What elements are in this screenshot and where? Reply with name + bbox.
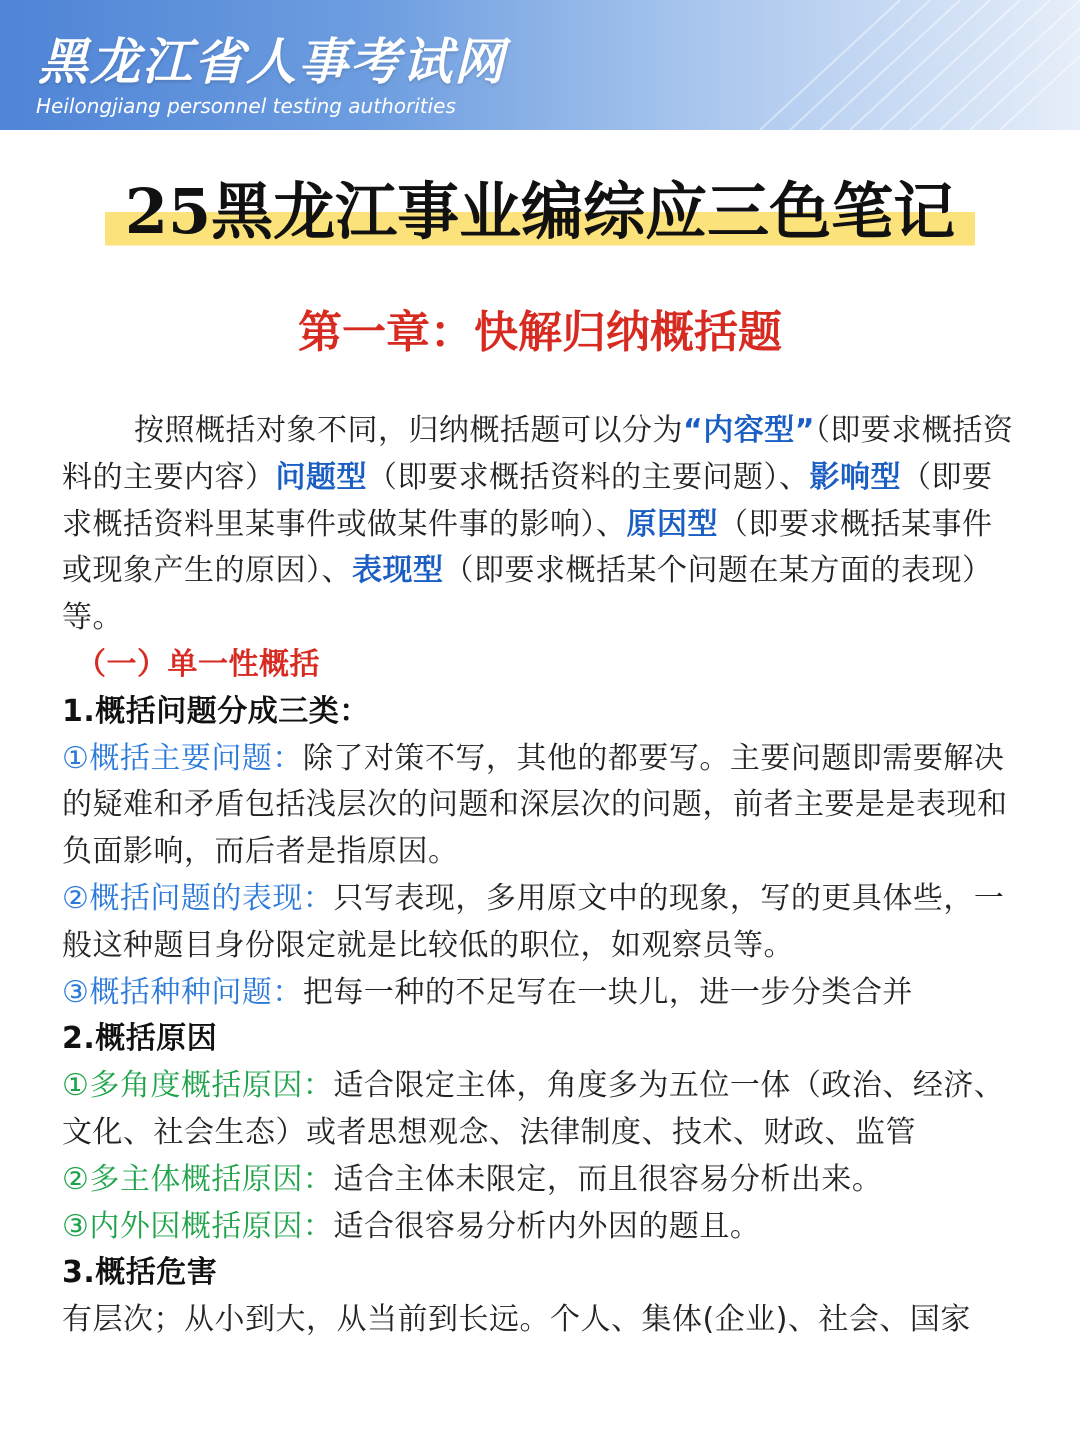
part-heading: 2.概括原因 (62, 1021, 218, 1057)
main-title: 25黑龙江事业编综应三色笔记 (105, 170, 975, 254)
chapter-title: 第一章：快解归纳概括题 (298, 307, 782, 358)
list-item (62, 1157, 1022, 1204)
item-label: ③概括种种问题： (62, 974, 303, 1010)
list-item (62, 1063, 1022, 1157)
site-title: 黑龙江省人事考试网 (38, 33, 506, 91)
item-text: 只写表现，多用原文中的现象，写的更具体些，一般这种题目身份限定就是比较低的职位，如观察员等。 (62, 880, 1005, 963)
item-text: 适合限定主体，角度多为五位一体（政治、经济、文化、社会生态）或者思想观念、法律制度、技术、财政、监管 (62, 1068, 1005, 1150)
item-text: 适合很容易分析内外因的题且。 (333, 1208, 761, 1244)
list-item (62, 970, 1022, 1017)
item-label: ①概括主要问题： (62, 740, 303, 776)
part-heading: 3.概括危害 (62, 1255, 218, 1291)
note-content (62, 408, 1022, 1344)
site-subtitle: Heilongjiang personnel testing authorities (36, 94, 456, 118)
item-text: 适合主体未限定，而且很容易分析出来。 (333, 1161, 883, 1197)
list-item (62, 876, 1022, 970)
list-item (62, 1204, 1022, 1251)
item-label: ①多角度概括原因： (62, 1068, 334, 1104)
item-label: ②概括问题的表现： (62, 880, 334, 916)
term-manifestation-type: 表现型 (352, 553, 444, 589)
intro-text: （即要求概括资料的主要问题）、 (367, 459, 810, 495)
item-text: 把每一种的不足写在一块儿，进一步分类合并 (302, 974, 913, 1010)
site-banner (0, 0, 1080, 130)
intro-text: （即要求概括资料里某事件或做某件事的影响）、 (62, 459, 993, 542)
term-problem-type: 问题型 (275, 459, 367, 495)
list-item (62, 736, 1022, 876)
term-cause-type: 原因型 (626, 506, 718, 542)
section-heading: （一）单一性概括 (76, 646, 320, 682)
intro-text: （即要求概括某个问题在某方面的表现）等。 (62, 553, 993, 636)
part-heading: 1.概括问题分成三类： (62, 693, 370, 729)
term-content-type: “内容型” (683, 413, 815, 448)
part-text: 有层次；从小到大，从当前到长远。个人、集体(企业)、社会、国家 (62, 1302, 971, 1338)
intro-paragraph (62, 408, 1022, 642)
item-label: ③内外因概括原因： (62, 1208, 334, 1244)
intro-text: （即要求概括资料的主要内容） (62, 413, 1014, 495)
intro-text: 按照概括对象不同，归纳概括题可以分为 (134, 413, 683, 448)
intro-text: （即要求概括某事件或现象产生的原因）、 (62, 506, 993, 589)
item-label: ②多主体概括原因： (62, 1161, 334, 1197)
term-impact-type: 影响型 (809, 459, 901, 495)
item-text: 除了对策不写，其他的都要写。主要问题即需要解决的疑难和矛盾包括浅层次的问题和深层次的问题，前者主要是是表现和负面影响，而后者是指原因。 (62, 740, 1008, 870)
main-title-container (0, 170, 1080, 254)
